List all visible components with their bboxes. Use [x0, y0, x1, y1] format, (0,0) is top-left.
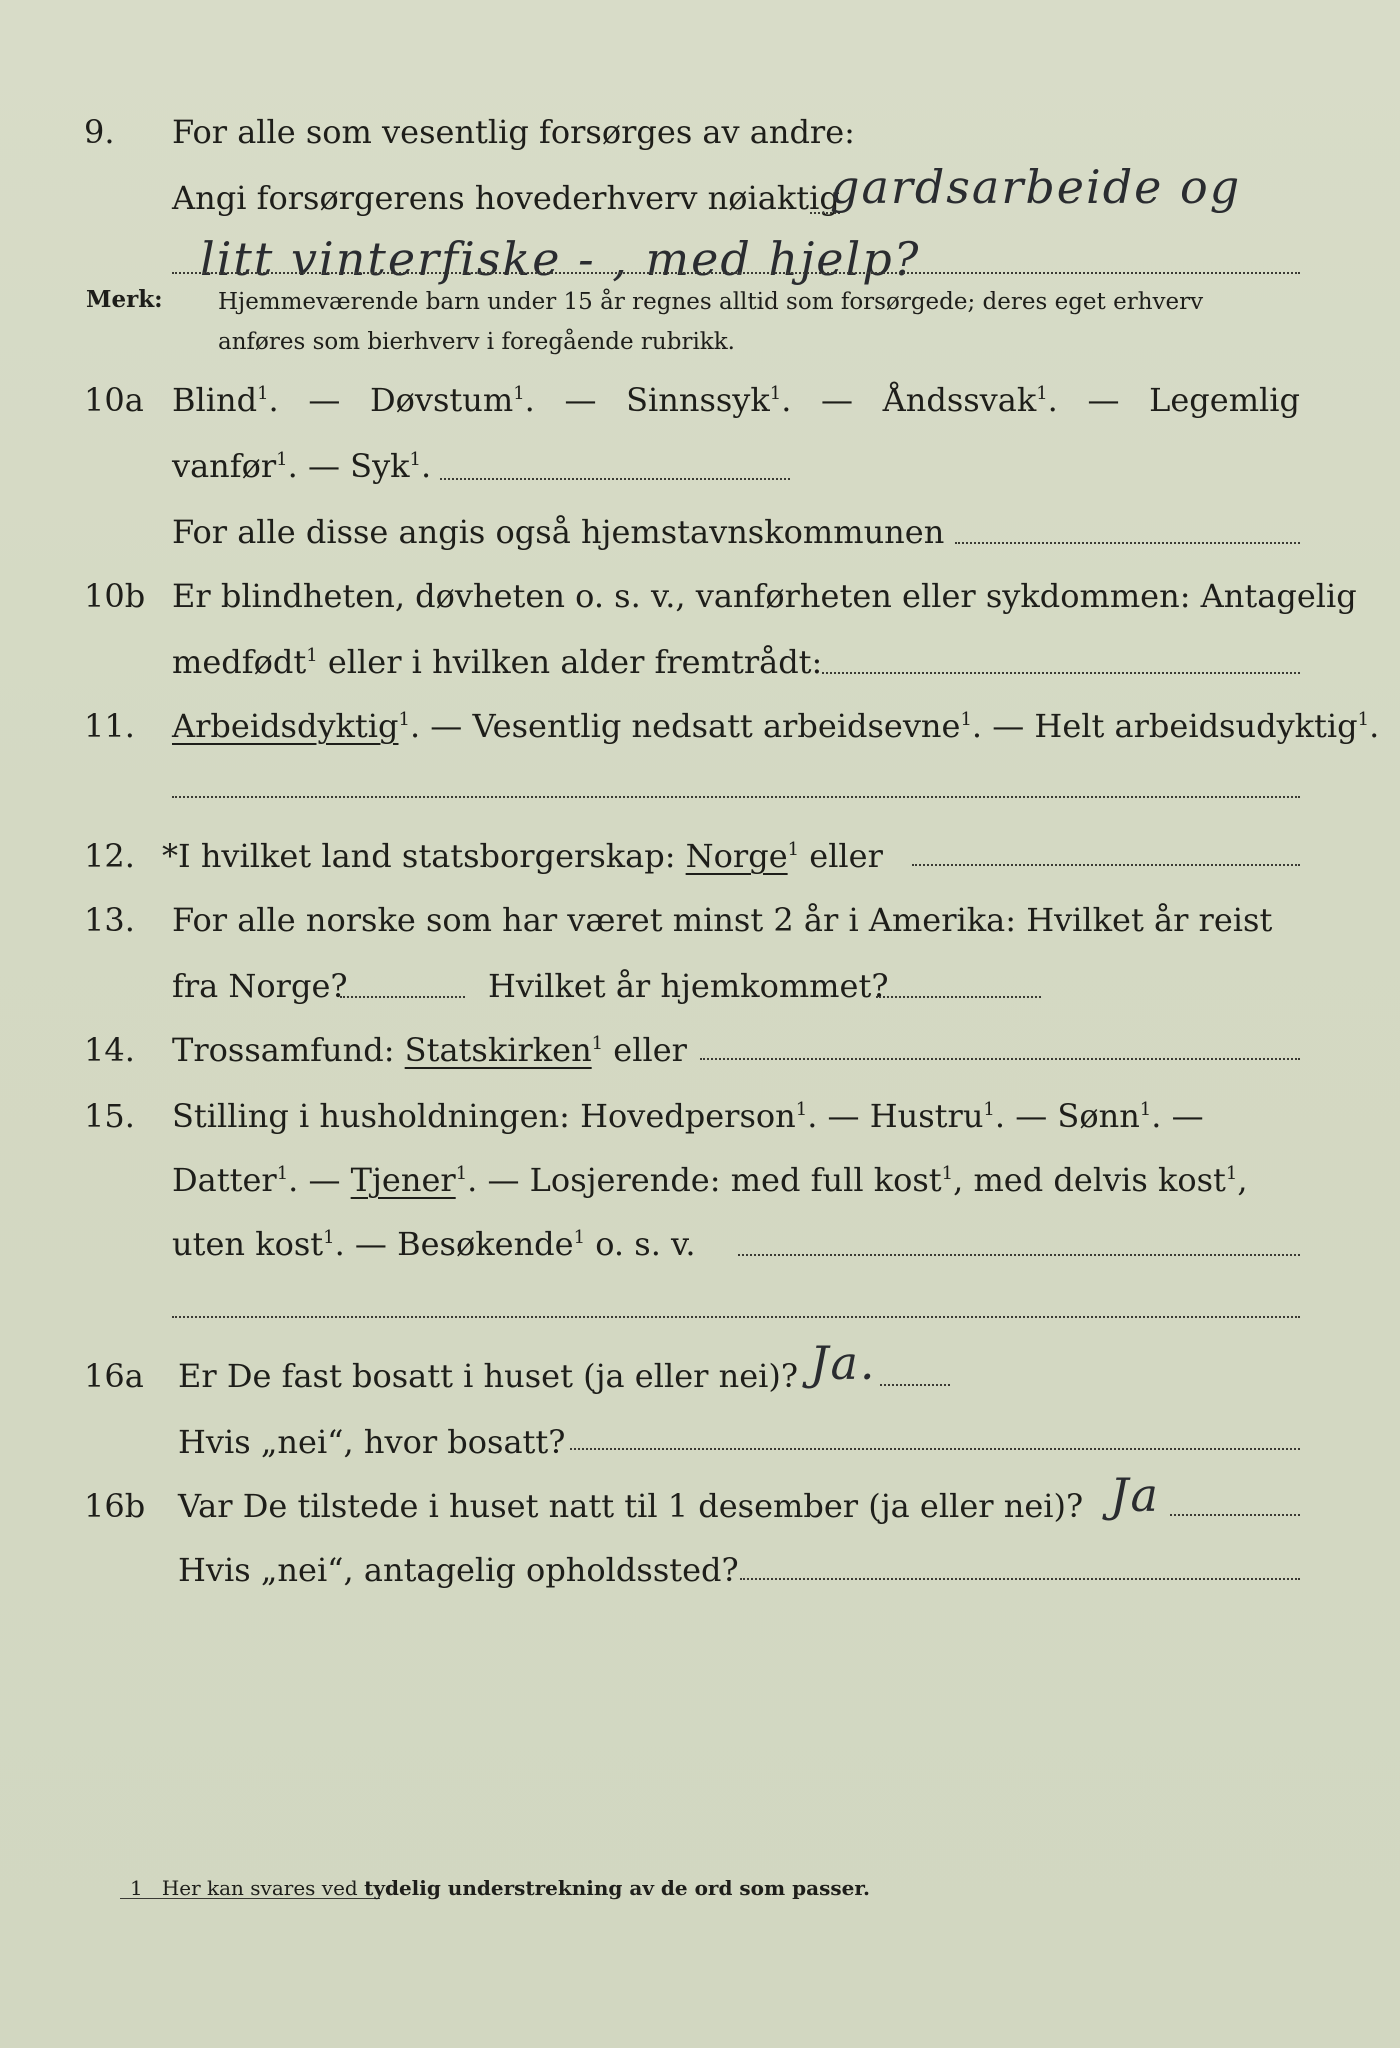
opt-nedsatt: Vesentlig nedsatt arbeidsevne — [472, 707, 961, 745]
opt-andssvak: Åndssvak — [882, 381, 1037, 419]
q15-answer-line — [172, 1316, 1300, 1318]
opt-statskirken: Statskirken — [404, 1031, 592, 1069]
merk-label: Merk: — [86, 286, 163, 313]
q12-land-line — [912, 864, 1300, 866]
opt-datter: Datter — [172, 1161, 277, 1199]
q12-number: 12. — [84, 837, 135, 875]
q10b-line2: medfødt$^1$ eller i hvilken alder fremtrådt: — [172, 643, 823, 681]
q10b-number: 10b — [84, 577, 146, 615]
opt-hustru: Hustru — [869, 1097, 984, 1135]
opt-sonn: Sønn — [1057, 1097, 1140, 1135]
q11-number: 11. — [84, 707, 135, 745]
q15-number: 15. — [84, 1097, 135, 1135]
q9-answer-line — [172, 272, 1300, 274]
q9-handwritten-answer-2: litt vinterfiske - , med hjelp? — [200, 232, 921, 286]
q16b-number: 16b — [84, 1487, 146, 1525]
q9-number: 9. — [84, 113, 115, 151]
q16a-handwritten-answer: Ja. — [810, 1336, 877, 1390]
q16a-bosatt-line — [570, 1448, 1300, 1450]
opt-blind: Blind — [172, 381, 258, 419]
q10a-syk-line — [440, 478, 790, 480]
q11-line1: Arbeidsdyktig$^1$. — Vesentlig nedsatt arbeidsevne$^1$. — Helt arbeidsudyktig$^1$. — [172, 707, 1380, 745]
opt-norge: Norge — [685, 837, 788, 875]
q14-number: 14. — [84, 1031, 135, 1069]
q16b-handwritten-answer: Ja — [1110, 1468, 1160, 1522]
opt-arbeidsdyktig: Arbeidsdyktig — [172, 707, 399, 745]
q14-line1: Trossamfund: Statskirken$^1$ eller — [172, 1031, 687, 1069]
q13-hjem: Hvilket år hjemkommet? — [488, 967, 889, 1005]
q13-number: 13. — [84, 901, 135, 939]
q9-line1: For alle som vesentlig forsørges av andre: — [172, 113, 855, 151]
q10a-number: 10a — [84, 381, 144, 419]
q15-line3: uten kost$^1$. — Besøkende$^1$ o. s. v. — [172, 1225, 696, 1263]
q10a-kommune-line — [955, 542, 1300, 544]
q16b-line1: Var De tilstede i huset natt til 1 desember (ja eller nei)? — [178, 1487, 1084, 1525]
opt-uten-kost: uten kost — [172, 1225, 324, 1263]
q13-line1: For alle norske som har været minst 2 år i Amerika: Hvilket år reist — [172, 901, 1273, 939]
merk-line1: Hjemmeværende barn under 15 år regnes alltid som forsørgede; deres eget erhverv — [218, 289, 1204, 315]
opt-vanfor: vanfør — [172, 447, 277, 485]
q16a-line2: Hvis „nei“, hvor bosatt? — [178, 1423, 566, 1461]
q16a-answer-line — [880, 1384, 950, 1386]
q10b-alder-line — [822, 672, 1300, 674]
footnote: 1 Her kan svares ved tydelig understrekning av de ord som passer. — [130, 1876, 870, 1900]
q9-line2: Angi forsørgerens hovederhverv nøiaktig — [172, 179, 840, 217]
q10a-line3: For alle disse angis også hjemstavnskommunen — [172, 513, 945, 551]
q13-hjem-line — [876, 996, 1041, 998]
q16b-line2: Hvis „nei“, antagelig opholdssted? — [178, 1551, 739, 1589]
q15-line2: Datter$^1$. — Tjener$^1$. — Losjerende: med full kost$^1$, med delvis kost$^1$, — [172, 1161, 1248, 1199]
merk-line2: anføres som bierhverv i foregående rubrikk. — [218, 329, 735, 355]
q10a-line2: vanfør$^1$. — Syk$^1$. — [172, 447, 432, 485]
opt-legemlig: Legemlig — [1149, 381, 1300, 419]
q10a-line1: Blind$^1$. — Døvstum$^1$. — Sinnssyk$^1$. — Åndssvak$^1$. — Legemlig — [172, 381, 1300, 419]
opt-medfodt: medfødt — [172, 643, 307, 681]
q16b-opphold-line — [740, 1578, 1300, 1580]
opt-tjener: Tjener — [350, 1161, 456, 1199]
q12-line1: *I hvilket land statsborgerskap: Norge$^1$ eller — [162, 837, 883, 875]
q13-fra-line — [340, 996, 465, 998]
opt-besokende: Besøkende — [397, 1225, 574, 1263]
q16a-line1: Er De fast bosatt i huset (ja eller nei)? — [178, 1357, 799, 1395]
q13-fra: fra Norge? — [172, 967, 348, 1005]
q9-handwritten-answer-1: gardsarbeide og — [830, 160, 1242, 214]
q14-line — [700, 1058, 1300, 1060]
opt-dovstum: Døvstum — [369, 381, 514, 419]
q15-line1: Stilling i husholdningen: Hovedperson$^1$. — Hustru$^1$. — Sønn$^1$. — — [172, 1097, 1204, 1135]
q10b-line1: Er blindheten, døvheten o. s. v., vanførheten eller sykdommen: Antagelig — [172, 577, 1357, 615]
q16a-number: 16a — [84, 1357, 144, 1395]
q16b-answer-line — [1170, 1514, 1300, 1516]
q11-answer-line — [172, 796, 1300, 798]
opt-udyktig: Helt arbeidsudyktig — [1034, 707, 1358, 745]
opt-sinnssyk: Sinnssyk — [626, 381, 770, 419]
q15-line — [738, 1254, 1300, 1256]
opt-syk: Syk — [350, 447, 410, 485]
